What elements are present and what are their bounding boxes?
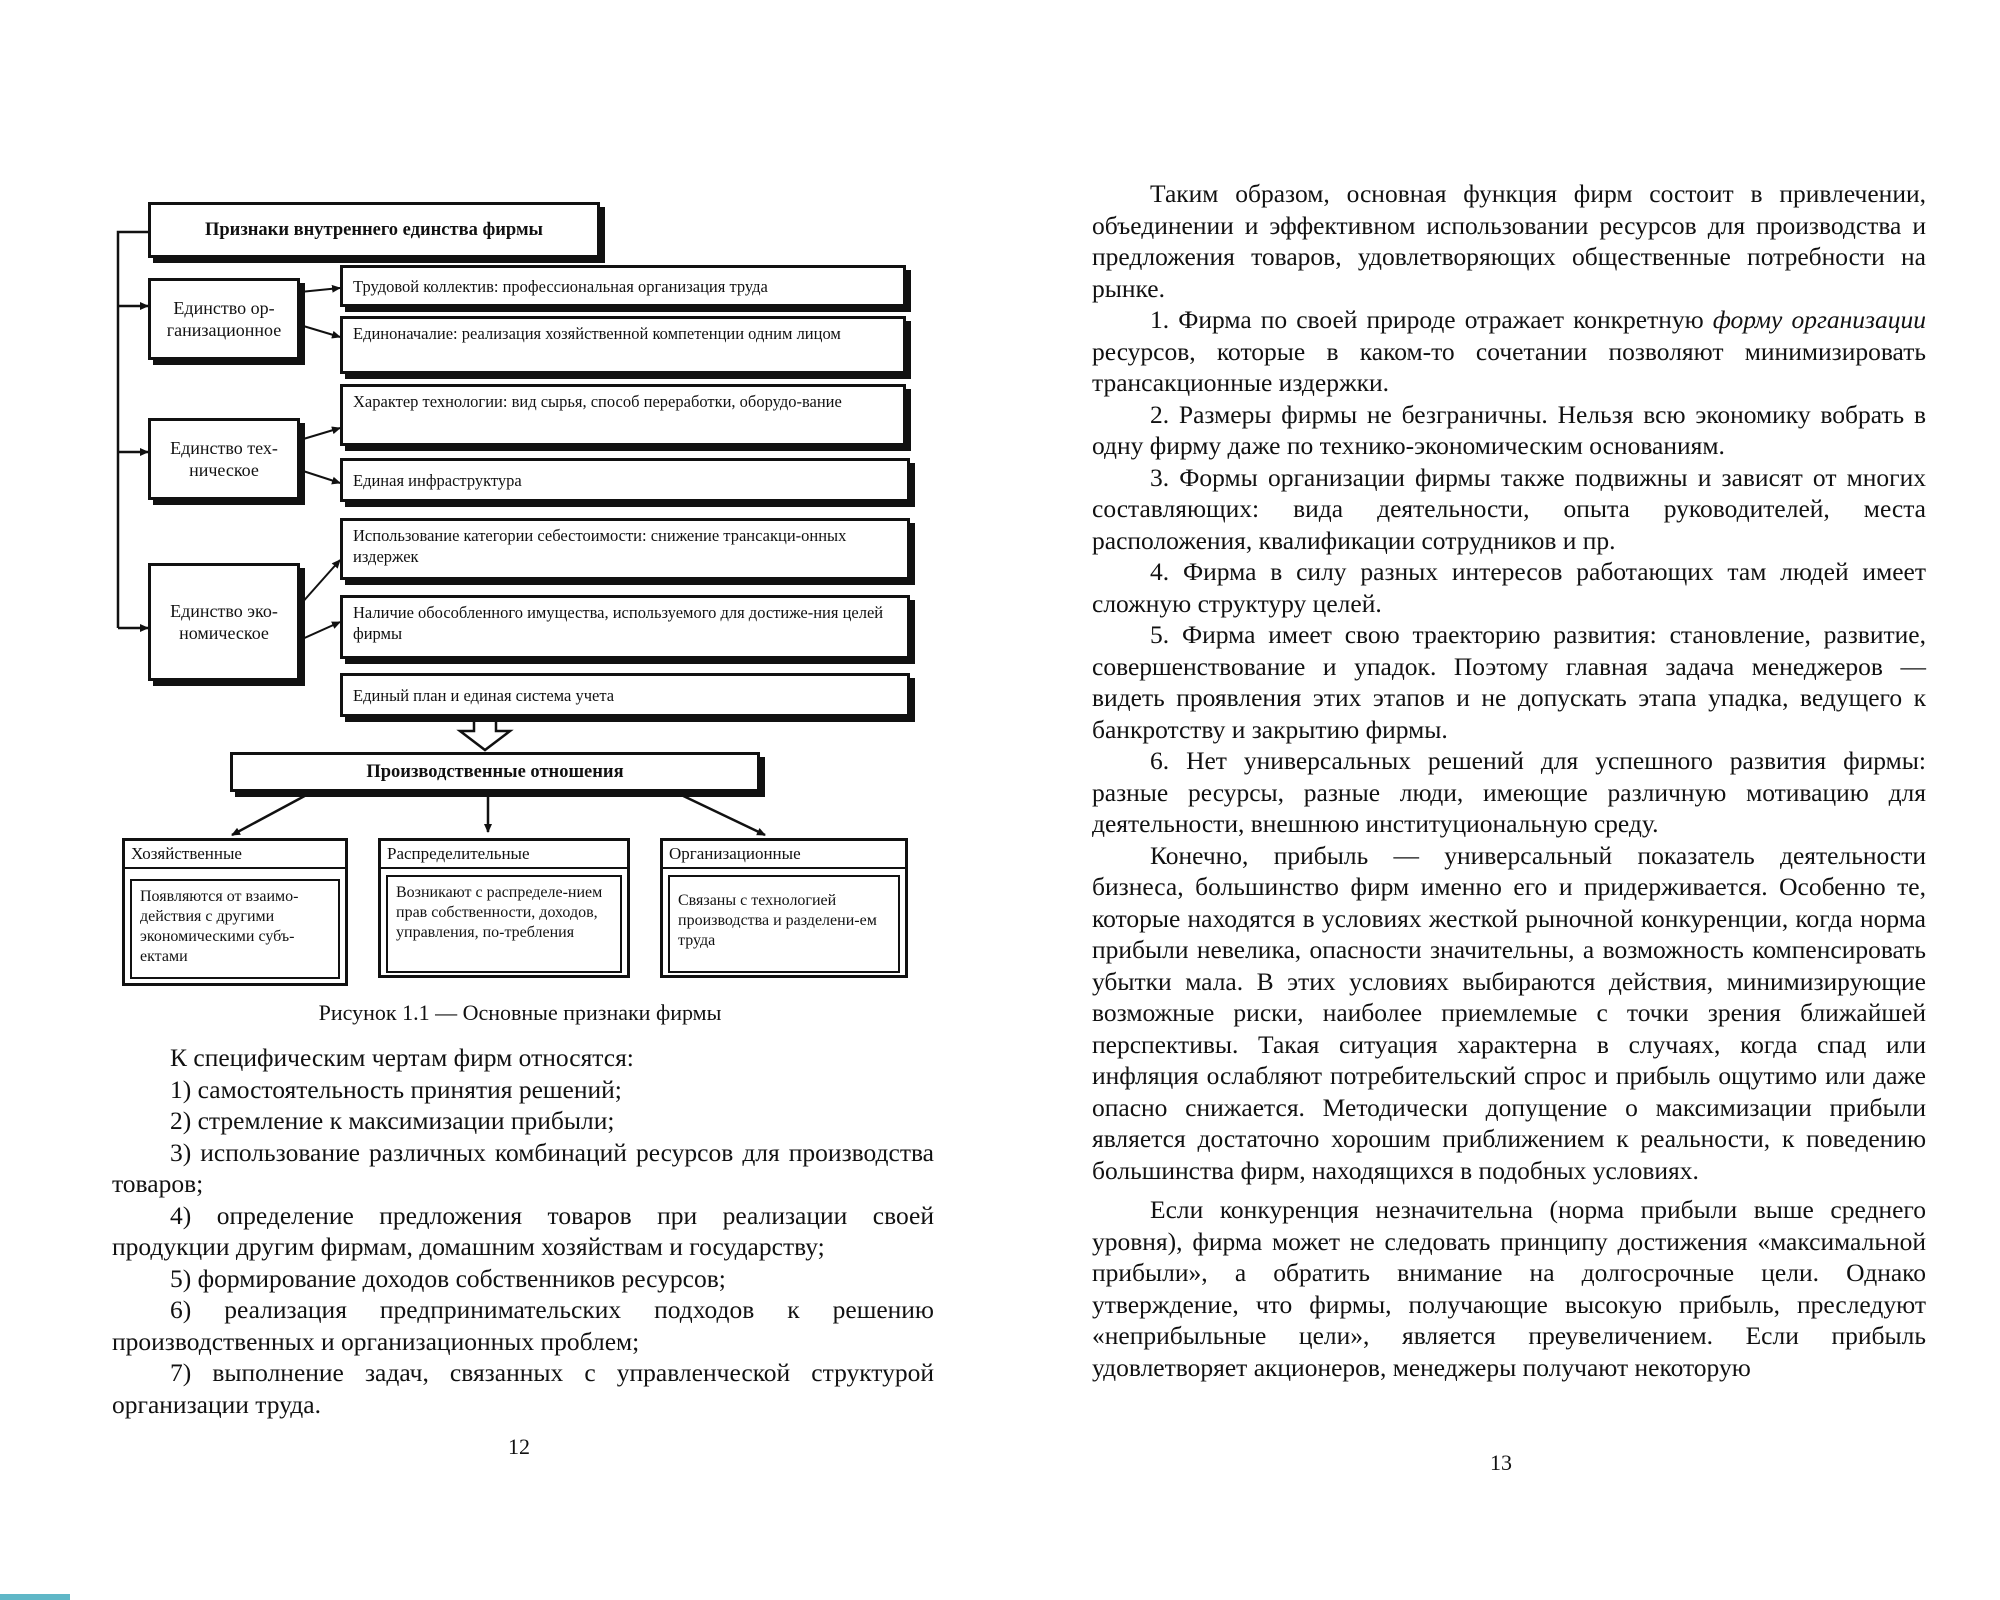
right-para-4: 3. Формы организации фирмы также подвижны и зависят от многих составляющих: вида деятельности, опыта руководителей, места расположения, квалификации сотрудников и пр. [1092,462,1926,555]
arrow-g3-f5 [300,560,340,605]
feature-box-6 [340,595,910,659]
feature-text-2: Единоначалие: реализация хозяйственной компетенции одним лицом [353,324,841,343]
group-label-2: Единство тех-ническое [170,438,278,480]
right-text [1092,178,1926,1383]
arrow-g3-f6 [300,622,340,640]
scan-edge-strip [0,1594,70,1600]
arrow-g1-f1 [300,288,340,292]
hollow-down-arrow [460,720,510,750]
relations-title: Производственные отношения [366,761,624,782]
feature-box-4 [340,458,910,502]
arrow-g1-f2 [300,325,340,337]
feature-box-3 [340,384,906,446]
right-para-2-end: ресурсов, которые в каком-то сочетании позволяют минимизировать трансакционные издержки. [1092,336,1926,397]
right-para-9: Если конкуренция незначительна (норма прибыли выше среднего уровня), фирма может не следовать принципу достижения «максимальной прибыли», а обратить внимание на долгосрочные цели. Однако утверждение, что фирмы, получающие высокую прибыль, преследуют «неприбыльные цели», является преувеличением. Если прибыль удовлетворяет акционеров, менеджеры получают некоторую [1092,1195,1926,1382]
relation-title-2: Распределительные [381,841,627,869]
figure-caption: Рисунок 1.1 — Основные признаки фирмы [318,1000,722,1025]
list-item-7: 7) выполнение задач, связанных с управленческой структурой организации труда. [112,1358,934,1419]
right-page [1000,0,2000,1600]
right-para-2 [1092,304,1926,399]
diagram-title: Признаки внутреннего единства фирмы [204,219,543,240]
group-box-2 [148,418,300,500]
arrow-g2-f4 [300,470,340,483]
right-para-8: Конечно, прибыль — универсальный показатель деятельности бизнеса, большинство фирм именно его и придерживается. Особенно те, которые находятся в условиях жесткой рыночной конкуренции, когда норма прибыли невелика, опасности значительны, а возможность компенсировать убытки мала. В этих условиях выбираются действия, минимизирующие возможные риски, наиболее приемлемые с точки зрения ближайшей перспективы. Такая ситуация характерна в случаях, когда спад или инфляция ослабляют потребительский спрос и прибыль ощутимо или даже опасно снижается. Методически допущение о максимизации прибыли является достаточно хорошим приближением к реальности, к поведению большинства фирм, находящихся в подобных условиях. [1092,840,1926,1185]
arrow-g2-f3 [300,428,340,440]
group-box-1 [148,278,300,360]
feature-box-2 [340,316,906,374]
list-intro: К специфическим чертам фирм относятся: [170,1043,634,1072]
list-item-1: 1) самостоятельность принятия решений; [170,1074,622,1104]
list-item-4: 4) определение предложения товаров при реализации своей продукции другим фирмам, домашним хозяйствам и государству; [112,1200,934,1261]
relation-text-box-3 [668,875,900,973]
feature-text-5: Использование категории себестоимости: снижение трансакци-онных издержек [353,526,847,566]
feature-text-4: Единая инфраструктура [353,470,522,490]
right-para-2-start: 1. Фирма по своей природе отражает конкретную [1150,305,1713,334]
feature-text-3: Характер технологии: вид сырья, способ переработки, оборудо-вание [353,392,842,411]
feature-box-5 [340,518,910,580]
arrow-rel-3 [675,792,765,835]
trunk-line [118,232,148,628]
group-label-3: Единство эко-номическое [170,601,278,643]
list-item-3: 3) использование различных комбинаций ресурсов для производства товаров; [112,1137,934,1198]
feature-text-6: Наличие обособленного имущества, используемого для достиже-ния целей фирмы [353,603,884,643]
right-para-5: 4. Фирма в силу разных интересов работающих там людей имеет сложную структуру целей. [1092,557,1926,618]
feature-box-1 [340,265,906,307]
list-item-2: 2) стремление к максимизации прибыли; [170,1106,615,1135]
arrow-rel-1 [232,792,312,835]
relation-box-2 [378,838,630,978]
relation-title-1: Хозяйственные [125,841,345,869]
relation-text-box-2 [386,875,622,973]
relation-text-3: Связаны с технологией производства и разделени-ем труда [678,892,877,949]
relation-text-1: Появляются от взаимо-действия с другими экономическими субъ-ектами [140,888,299,965]
list-item-5: 5) формирование доходов собственников ресурсов; [170,1263,726,1293]
relation-title-3: Организационные [663,841,905,869]
feature-box-7 [340,673,910,717]
right-para-3: 2. Размеры фирмы не безграничны. Нельзя всю экономику вобрать в одну фирму даже по технико-экономическим основаниям. [1092,399,1926,460]
relation-box-3 [660,838,908,978]
group-box-3 [148,563,300,681]
feature-text-7: Единый план и единая система учета [353,685,615,705]
right-para-1: Таким образом, основная функция фирм состоит в привлечении, объединении и эффективном использовании ресурсов для производства и предложения товаров, удовлетворяющих общественные потребности на рынке. [1092,179,1926,303]
feature-text-1: Трудовой коллектив: профессиональная организация труда [353,276,768,296]
page-number-left: 12 [508,1434,530,1459]
page-number-right: 13 [1490,1450,1512,1475]
left-text [112,1042,934,1420]
relations-title-box [230,752,760,792]
list-item-6: 6) реализация предпринимательских подходов к решению производственных и организационных проблем; [112,1295,934,1356]
group-label-1: Единство ор-ганизационное [166,298,282,340]
diagram-title-box [148,202,600,258]
right-para-7: 6. Нет универсальных решений для успешного развития фирмы: разные ресурсы, разные люди, имеющие различную мотивацию для деятельности, внешнюю институциональную среду. [1092,746,1926,838]
relation-text-2: Возникают с распределе-нием прав собственности, доходов, управления, по-требления [396,884,603,941]
right-para-6: 5. Фирма имеет свою траекторию развития: становление, развитие, совершенствование и упадок. Поэтому главная задача менеджеров — видеть проявления этих этапов и не допускать этапа упадка, ведущего к банкротству и закрытию фирмы. [1092,620,1926,744]
right-para-2-emphasis: форму организации [1712,305,1926,334]
relation-box-1 [122,838,348,986]
relation-text-box-1 [130,879,340,979]
